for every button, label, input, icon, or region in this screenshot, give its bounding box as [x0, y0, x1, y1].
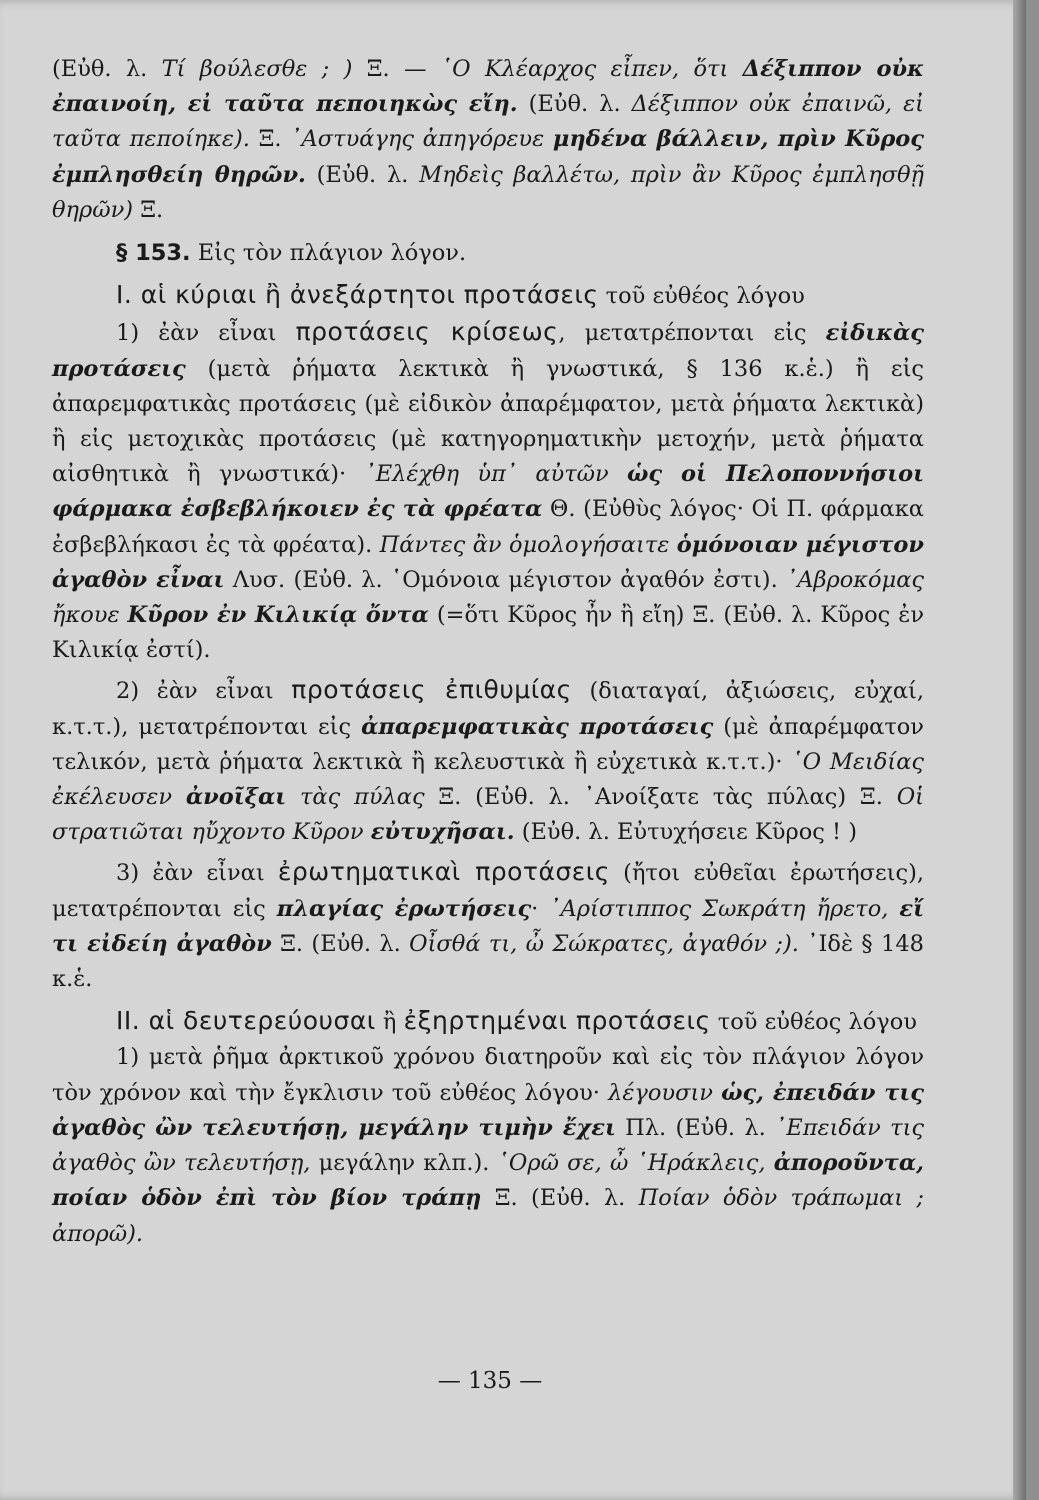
- text-run: ᾿Αστυάγης ἀπηγόρευε: [290, 126, 553, 153]
- text-run: Πλ. (Εὐθ. λ.: [615, 1114, 776, 1141]
- text-run: ᾿Επειδάν τις ἀγαθὸς ὢν τελευτήσῃ,: [52, 1114, 924, 1177]
- item-2: [52, 672, 924, 850]
- item-1: [52, 314, 924, 668]
- text-run: Οἶσθά τι, ὦ Σώκρατες, ἀγαθόν ;).: [409, 930, 799, 957]
- text-run: (ἤτοι εὐθεῖαι ἐρωτήσεις), μετατρέπονται εἰς: [52, 860, 925, 922]
- text-run: προτάσεις κρίσεως: [295, 317, 559, 347]
- text-run: 1) ἐὰν εἶναι: [116, 320, 296, 347]
- text-run: Ξ. (Εὐθ. λ. ᾿Ανοίξατε τὰς πύλας) Ξ.: [424, 784, 897, 811]
- text-run: (μὲ ἀπαρέμφατον τελικόν, μετὰ ῥήματα λεκτικὰ ἢ κελευστικὰ ἢ εὐχετικὰ κ.τ.τ.)·: [52, 713, 924, 775]
- text-run: μηδένα βάλλειν, πρὶν Κῦρος ἐμπλησθείη θηρῶν.: [52, 126, 924, 188]
- text-run: 1) μετὰ ῥῆμα ἀρκτικοῦ χρόνου διατηροῦν καὶ εἰς τὸν πλάγιον λόγον τὸν χρόνον καὶ τὴν ἔγκλισιν τοῦ εὐθέος λόγου·: [52, 1044, 924, 1106]
- text-run: ὡς, ἐπειδάν τις ἀγαθὸς ὢν τελευτήσῃ, μεγάλην τιμὴν ἔχει: [52, 1079, 924, 1141]
- page-number: — 135 —: [437, 1368, 543, 1394]
- heading-text: ἢ: [375, 1009, 404, 1036]
- top-paragraph: [52, 52, 924, 228]
- text-run: (μετὰ ῥήματα λεκτικὰ ἢ γνωστικά, § 136 κ.ἑ.) ἢ εἰς ἀπαρεμφατικὰς προτάσεις (μὲ εἰδικὸν ἀπαρέμφατον, μετὰ ῥήματα λεκτικὰ) ἢ εἰς μετοχικὰς προτάσεις (μὲ κατηγορηματικὴν μετοχήν, μετὰ ῥήματα αἰσθητικὰ ἢ γνωστικά)·: [52, 355, 924, 488]
- text-run: Οἱ στρατιῶται ηὔχοντο Κῦρον: [52, 784, 924, 846]
- text-run: ἐρωτηματικαὶ προτάσεις: [277, 857, 610, 887]
- text-run: Δέξιππον οὐκ ἐπαινοίη, εἰ ταῦτα πεποιηκὼς εἴη.: [52, 56, 925, 118]
- text-run: εὐτυχῆσαι.: [370, 819, 515, 846]
- heading-text: Ι. αἱ κύριαι ἢ ἀνεξάρτητοι προτάσεις: [116, 280, 599, 310]
- text-run: μεγάλην κλπ.).: [310, 1150, 498, 1177]
- text-run: τὰς πύλας: [286, 784, 425, 811]
- page-edge-shadow: [1013, 0, 1026, 1500]
- text-run: ὁμόνοιαν μέγιστον ἀγαθὸν εἶναι: [52, 531, 924, 593]
- text-run: Ξ. —: [366, 56, 441, 82]
- part-one-heading: [52, 277, 924, 314]
- text-run: Ξ. (Εὐθ. λ.: [271, 930, 410, 957]
- text-run: προτάσεις ἐπιθυμίας: [291, 675, 572, 705]
- text-run: ῾Ο Μειδίας ἐκέλευσεν: [52, 748, 924, 811]
- text-run: ᾿Ιδὲ § 148 κ.ἑ.: [52, 930, 924, 993]
- text-run: ἀπαρεμφατικὰς προτάσεις: [361, 713, 714, 740]
- text-run: ὡς οἱ Πελοποννήσιοι φάρμακα ἐσβεβλήκοιεν ἐς τὰ φρέατα: [52, 461, 925, 523]
- section-heading: [52, 236, 924, 271]
- text-run: ῾Ο Κλέαρχος εἶπεν, ὅτι: [440, 56, 743, 82]
- text-run: Δέξιππον οὐκ ἐπαινῶ, εἰ ταῦτα πεποίηκε).: [52, 91, 924, 153]
- text-run: (Εὐθ. λ.: [52, 56, 162, 82]
- heading-tail: τοῦ εὐθέος λόγου: [710, 1009, 917, 1036]
- text-run: (Εὐθ. λ.: [305, 161, 420, 188]
- text-run: (διαταγαί, ἀξιώσεις, εὐχαί, κ.τ.τ.), μετατρέπονται εἰς: [52, 678, 924, 740]
- text-run: ᾿Αβροκόμας ἤκουε: [52, 566, 924, 629]
- text-run: 2) ἐὰν εἶναι: [116, 678, 292, 705]
- item-3: [52, 854, 924, 997]
- text-run: Ξ. (Εὐθ. λ.: [481, 1185, 639, 1212]
- text-run: , μετατρέπονται εἰς: [558, 320, 826, 347]
- text-run: ῾Ορῶ σε, ὦ ῾Ηράκλεις,: [497, 1150, 774, 1177]
- text-run: Κῦρον ἐν Κιλικίᾳ ὄντα: [127, 602, 429, 629]
- text-run: Ξ.: [249, 126, 291, 153]
- text-run: Ποίαν ὁδὸν τράπωμαι ; ἀπορῶ).: [52, 1185, 925, 1247]
- text-run: ἀνοῖξαι: [185, 784, 287, 811]
- text-run: Ξ.: [133, 196, 164, 223]
- text-run: πλαγίας ἐρωτήσεις: [276, 895, 532, 922]
- page-text: [52, 52, 924, 1252]
- text-run: ᾿Ελέχθη ὑπ᾿ αὐτῶν: [364, 461, 627, 488]
- section-number: § 153.: [116, 240, 191, 267]
- text-run: Πάντες ἂν ὁμολογήσαιτε: [379, 531, 677, 558]
- text-run: λέγουσιν: [608, 1079, 722, 1106]
- text-run: ·: [531, 895, 550, 922]
- heading-text: ἐξηρτημέναι προτάσεις: [403, 1006, 711, 1036]
- text-run: ᾿Αρίστιππος Σωκράτη ἤρετο,: [549, 895, 900, 922]
- text-run: 3) ἐὰν εἶναι: [116, 860, 278, 887]
- text-run: (=ὅτι Κῦρος ἦν ἢ εἴη) Ξ. (Εὐθ. λ. Κῦρος ἐν Κιλικίᾳ ἐστί).: [52, 602, 924, 664]
- text-run: εἴ τι εἰδείη ἀγαθὸν: [52, 895, 924, 957]
- text-run: (Εὐθ. λ. Εὐτυχήσειε Κῦρος ! ): [514, 819, 857, 846]
- item-4: [52, 1040, 924, 1251]
- text-run: Λυσ. (Εὐθ. λ. ῾Ομόνοια μέγιστον ἀγαθόν ἐστι).: [224, 566, 786, 593]
- heading-text: ΙΙ. αἱ δευτερεύουσαι: [116, 1006, 376, 1036]
- text-run: ἀποροῦντα, ποίαν ὁδὸν ἐπὶ τὸν βίον τράπῃ: [52, 1150, 924, 1212]
- section-title: Εἰς τὸν πλάγιον λόγον.: [190, 240, 467, 267]
- text-run: Θ. (Εὐθὺς λόγος· Οἱ Π. φάρμακα ἐσβεβλήκασι ἐς τὰ φρέατα).: [52, 496, 924, 558]
- text-run: Τί βούλεσθε ; ): [161, 56, 367, 82]
- part-two-heading: [52, 1003, 924, 1040]
- text-run: εἰδικὰς προτάσεις: [52, 320, 925, 382]
- text-run: Μηδεὶς βαλλέτω, πρὶν ἂν Κῦρος ἐμπλησθῇ θηρῶν): [52, 161, 924, 223]
- text-run: (Εὐθ. λ.: [517, 91, 632, 118]
- heading-tail: τοῦ εὐθέος λόγου: [598, 283, 805, 310]
